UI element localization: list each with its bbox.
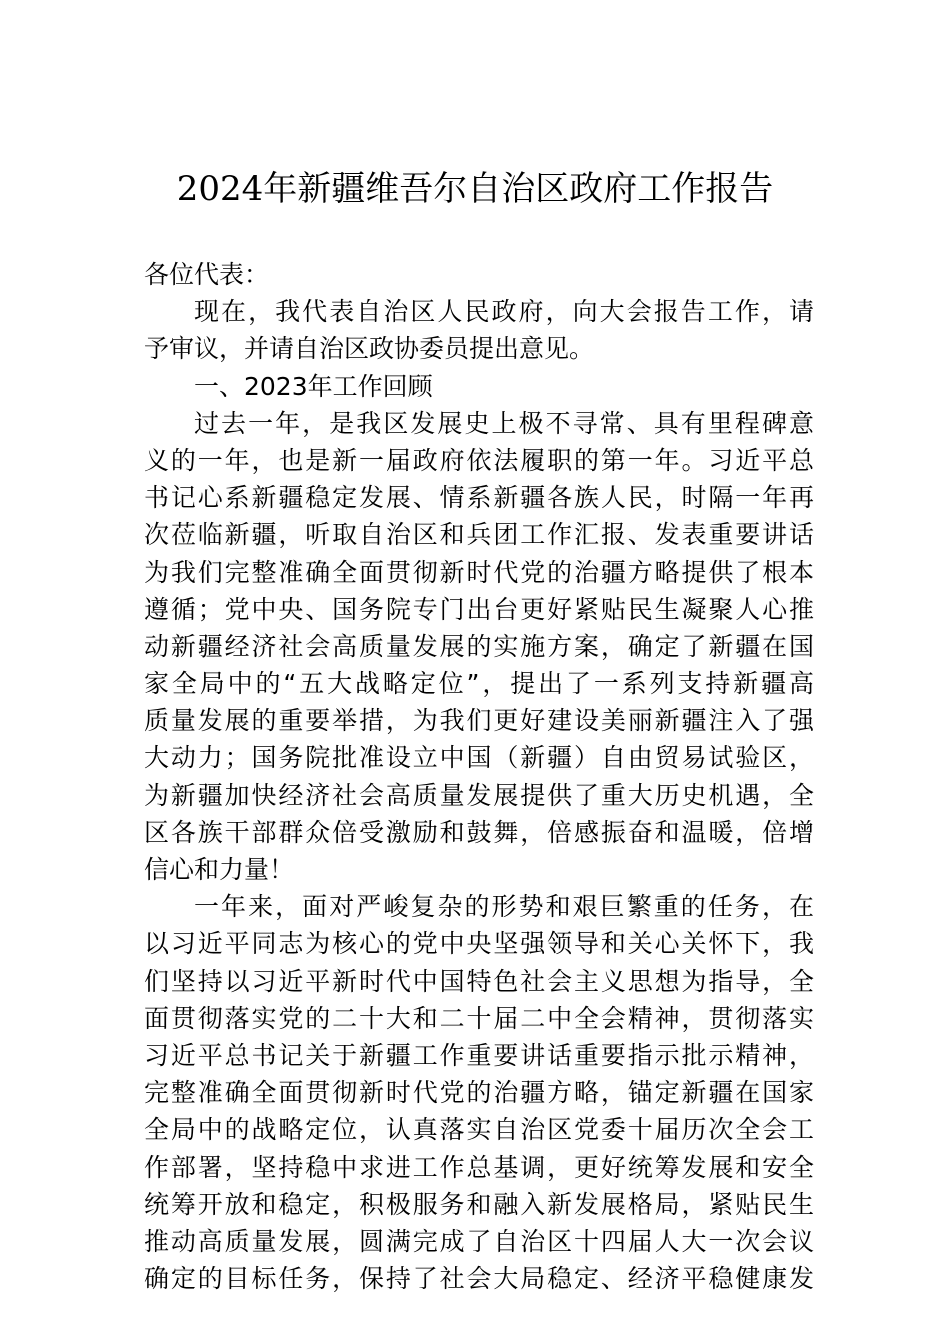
- text-line: 面贯彻落实党的二十大和二十届二中全会精神，贯彻落实: [144, 1003, 814, 1033]
- text-line: 信心和力量！: [144, 855, 295, 884]
- text-line: 习近平总书记关于新疆工作重要讲话重要指示批示精神，: [144, 1040, 814, 1070]
- text-line: 推动高质量发展，圆满完成了自治区十四届人大一次会议: [144, 1226, 814, 1256]
- text-line: 次莅临新疆，听取自治区和兵团工作汇报、发表重要讲话: [144, 520, 814, 550]
- text-line: 义的一年，也是新一届政府依法履职的第一年。习近平总: [144, 445, 814, 475]
- text-line: 统筹开放和稳定，积极服务和融入新发展格局，紧贴民生: [144, 1189, 814, 1219]
- document-title: 2024年新疆维吾尔自治区政府工作报告: [176, 169, 774, 209]
- text-line: 完整准确全面贯彻新时代党的治疆方略，锚定新疆在国家: [144, 1078, 814, 1108]
- text-line: 家全局中的“五大战略定位”，提出了一系列支持新疆高: [144, 669, 814, 699]
- text-line: 书记心系新疆稳定发展、情系新疆各族人民，时隔一年再: [144, 483, 814, 513]
- text-line: 以习近平同志为核心的党中央坚强领导和关心关怀下，我: [144, 929, 814, 959]
- text-line: 予审议，并请自治区政协委员提出意见。: [144, 334, 595, 364]
- text-line: 们坚持以习近平新时代中国特色社会主义思想为指导，全: [144, 966, 814, 996]
- text-line: 确定的目标任务，保持了社会大局稳定、经济平稳健康发: [144, 1264, 814, 1294]
- text-line: 大动力；国务院批准设立中国（新疆）自由贸易试验区，: [144, 743, 814, 773]
- text-line: 一、2023年工作回顾: [194, 371, 433, 401]
- text-line: 现在，我代表自治区人民政府，向大会报告工作，请: [194, 297, 814, 327]
- text-line: 区各族干部群众倍受激励和鼓舞，倍感振奋和温暖，倍增: [144, 817, 814, 847]
- paragraph-lines: [144, 293, 814, 1297]
- text-line: 质量发展的重要举措，为我们更好建设美丽新疆注入了强: [144, 706, 814, 736]
- text-line: 为我们完整准确全面贯彻新时代党的治疆方略提供了根本: [144, 557, 814, 587]
- text-line: 过去一年，是我区发展史上极不寻常、具有里程碑意: [194, 408, 814, 438]
- text-line: 为新疆加快经济社会高质量发展提供了重大历史机遇，全: [144, 780, 814, 810]
- text-line: 作部署，坚持稳中求进工作总基调，更好统筹发展和安全: [144, 1152, 814, 1182]
- salutation: 各位代表：: [144, 260, 270, 289]
- text-line: 全局中的战略定位，认真落实自治区党委十届历次全会工: [144, 1115, 814, 1145]
- text-line: 遵循；党中央、国务院专门出台更好紧贴民生凝聚人心推: [144, 594, 814, 624]
- text-line: 一年来，面对严峻复杂的形势和艰巨繁重的任务，在: [194, 892, 814, 922]
- document-body: [144, 256, 814, 1297]
- text-line: 动新疆经济社会高质量发展的实施方案，确定了新疆在国: [144, 631, 814, 661]
